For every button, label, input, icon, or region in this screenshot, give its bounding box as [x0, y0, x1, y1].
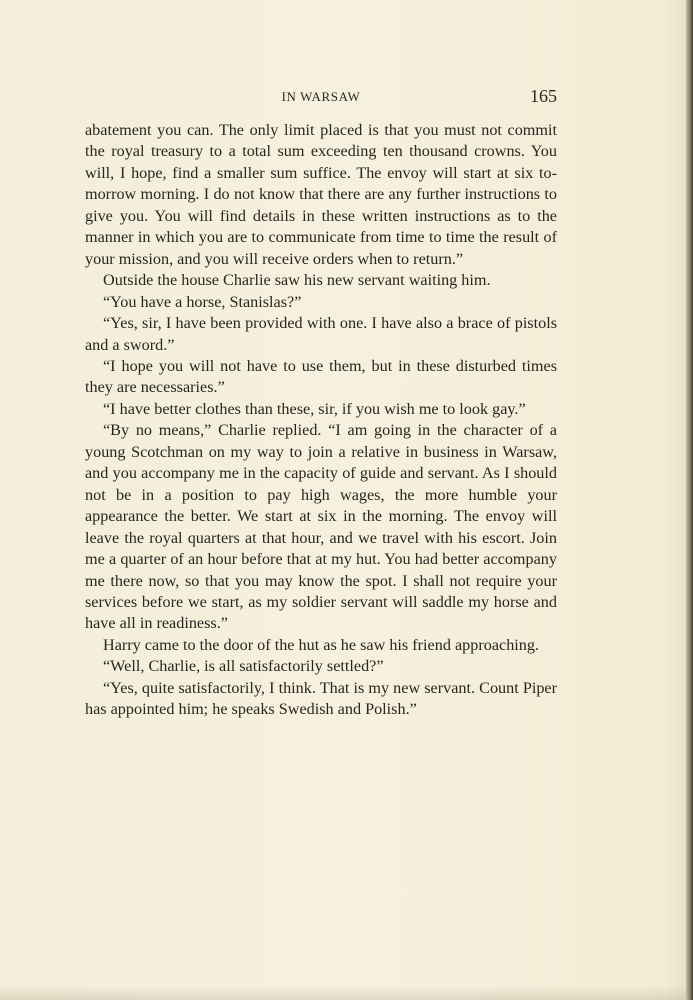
paragraph-7: “By no means,” Charlie replied. “I am going in the character of a young Scotchman on my way to join a relative in business in Warsaw, and you accompany me in the capacity of guide and servant. As I should not be in a position to pay high wages, the more humble your appearance the better. We start at six in the morning. The envoy will leave the royal quarters at that hour, and we travel with his escort. Join me a quarter of an hour before that at my hut. You had better accompany me there now, so that you may know the spot. I shall not require your services before we start, as my soldier servant will saddle my horse and have all in readiness.”: [85, 421, 557, 633]
page-bottom-shadow: [0, 986, 693, 1000]
paragraph-6: “I have better clothes than these, sir, if you wish me to look gay.”: [103, 399, 526, 418]
paragraph-1: abatement you can. The only limit placed is that you must not commit the royal treasury to a total sum exceeding ten thousand crowns. You will, I hope, find a smaller sum suffice. The envoy will start at six to-morrow morning. I do not know that there are any further instructions to give you. You will find details in these written instructions as to the manner in which you are to communicate from time to time the result of your mission, and you will receive orders when to return.”: [85, 121, 557, 268]
page-number: 165: [530, 86, 557, 106]
running-title: IN WARSAW: [281, 89, 361, 104]
paragraph-10: “Yes, quite satisfactorily, I think. That is my new servant. Count Piper has appointed him; he speaks Swedish and Polish.”: [85, 678, 557, 719]
paragraph-8: Harry came to the door of the hut as he saw his friend approaching.: [103, 635, 540, 654]
book-spine-edge: [686, 0, 693, 1000]
paragraph-9: “Well, Charlie, is all satisfactorily settled?”: [103, 657, 384, 676]
body-text: [85, 120, 557, 721]
paragraph-3: “You have a horse, Stanislas?”: [103, 292, 302, 311]
paragraph-4: “Yes, sir, I have been provided with one. I have also a brace of pistols and a sword.”: [85, 314, 557, 354]
paragraph-2: Outside the house Charlie saw his new servant waiting him.: [103, 271, 491, 290]
paragraph-5: “I hope you will not have to use them, but in these disturbed times they are necessaries.”: [85, 356, 557, 397]
running-head: [85, 86, 557, 108]
